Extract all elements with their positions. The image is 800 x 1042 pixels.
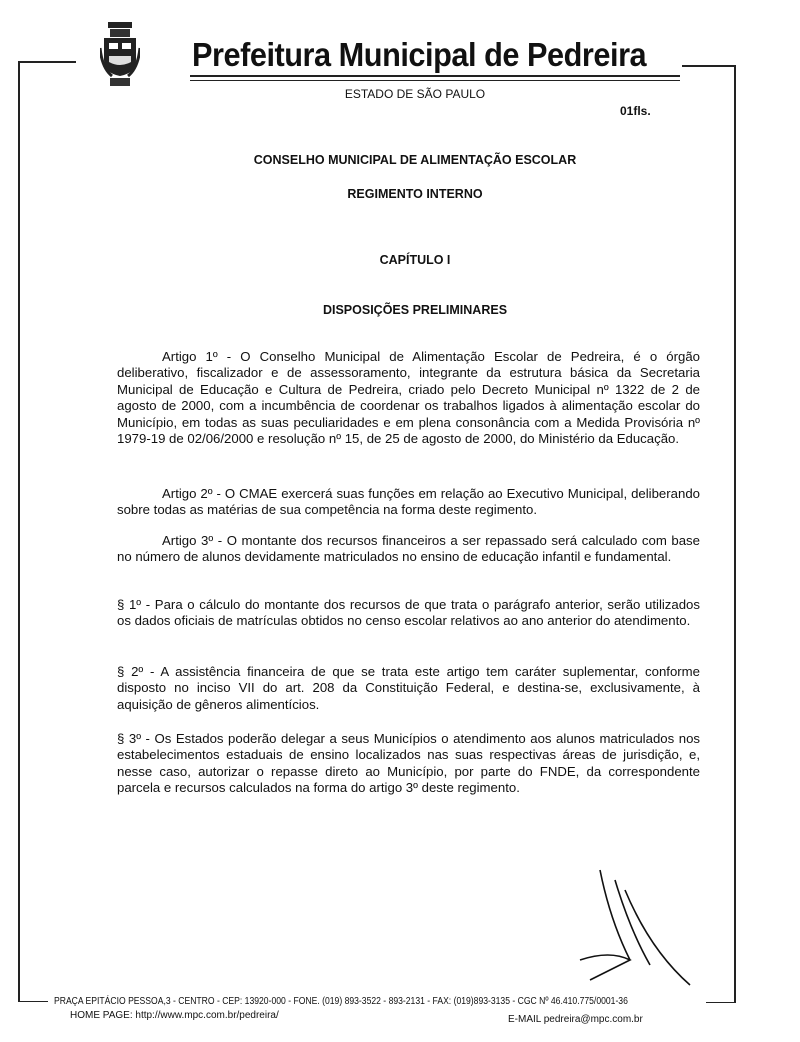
paragraph-3: § 3º - Os Estados poderão delegar a seus Municípios o atendimento aos alunos matriculados nos estabelecimentos estaduais de ensino localizados nas suas respectivas áreas de jurisdição, e, nesse caso, autorizar o repasse direto ao Município, por parte do FNDE, da correspondente parcela e recursos calculados na forma do artigo 3º deste regimento.	[117, 731, 700, 796]
paragraph-1: § 1º - Para o cálculo do montante dos recursos de que trata o parágrafo anterior, serão utilizados os dados oficiais de matrículas obtidos no censo escolar relativos ao ano anterior do atendimento.	[117, 597, 700, 629]
frame-top-left	[18, 61, 76, 63]
chapter-heading: CAPÍTULO I	[379, 253, 451, 267]
signature	[570, 860, 700, 995]
regiment-heading: REGIMENTO INTERNO	[347, 187, 483, 201]
frame-bottom-right	[706, 1002, 736, 1003]
title-underline-thin	[190, 80, 680, 81]
title-underline	[190, 75, 680, 77]
city-crest-logo	[100, 18, 140, 88]
article-1: Artigo 1º - O Conselho Municipal de Alimentação Escolar de Pedreira, é o órgão deliberativo, fiscalizador e de assessoramento, integrante da estrutura básica da Secretaria Municipal de Educação e Cultura de Pedreira, criado pelo Decreto Municipal nº 1322 de 2 de agosto de 2000, com a incumbência de coordenar os trabalhos ligados à alimentação escolar do Município, em todas as suas peculiaridades e em plena consonância com a Medida Provisória nº 1979-19 de 02/06/2000 e resolução nº 15, de 25 de agosto de 2000, do Ministério da Educação.	[117, 349, 700, 447]
page-folio: 01fls.	[620, 104, 651, 118]
frame-top-right	[682, 65, 734, 67]
state-subtitle: ESTADO DE SÃO PAULO	[344, 87, 486, 101]
footer-email: E-MAIL pedreira@mpc.com.br	[508, 1014, 643, 1025]
section-heading: DISPOSIÇÕES PRELIMINARES	[322, 303, 508, 317]
paragraph-2: § 2º - A assistência financeira de que se trata este artigo tem caráter suplementar, conforme disposto no inciso VII do art. 208 da Constituição Federal, e destina-se, exclusivamente, à aquisição de gêneros alimentícios.	[117, 664, 700, 712]
municipality-title: Prefeitura Municipal de Pedreira	[192, 36, 647, 73]
footer-homepage: HOME PAGE: http://www.mpc.com.br/pedreira/	[70, 1010, 279, 1021]
footer-rule-left	[18, 1001, 48, 1002]
footer-address: PRAÇA EPITÁCIO PESSOA,3 - CENTRO - CEP: 13920-000 - FONE. (019) 893-3522 - 893-2131 - FAX: (019)893-3135 - CGC Nº 46.410.775/0001-36	[54, 996, 628, 1007]
article-2: Artigo 2º - O CMAE exercerá suas funções em relação ao Executivo Municipal, deliberando sobre todas as matérias de sua competência na forma deste regimento.	[117, 486, 700, 518]
article-3: Artigo 3º - O montante dos recursos financeiros a ser repassado será calculado com base no número de alunos devidamente matriculados no ensino de educação infantil e fundamental.	[117, 533, 700, 565]
frame-left	[18, 61, 20, 1001]
council-heading: CONSELHO MUNICIPAL DE ALIMENTAÇÃO ESCOLAR	[253, 153, 577, 167]
frame-right	[734, 65, 736, 1003]
